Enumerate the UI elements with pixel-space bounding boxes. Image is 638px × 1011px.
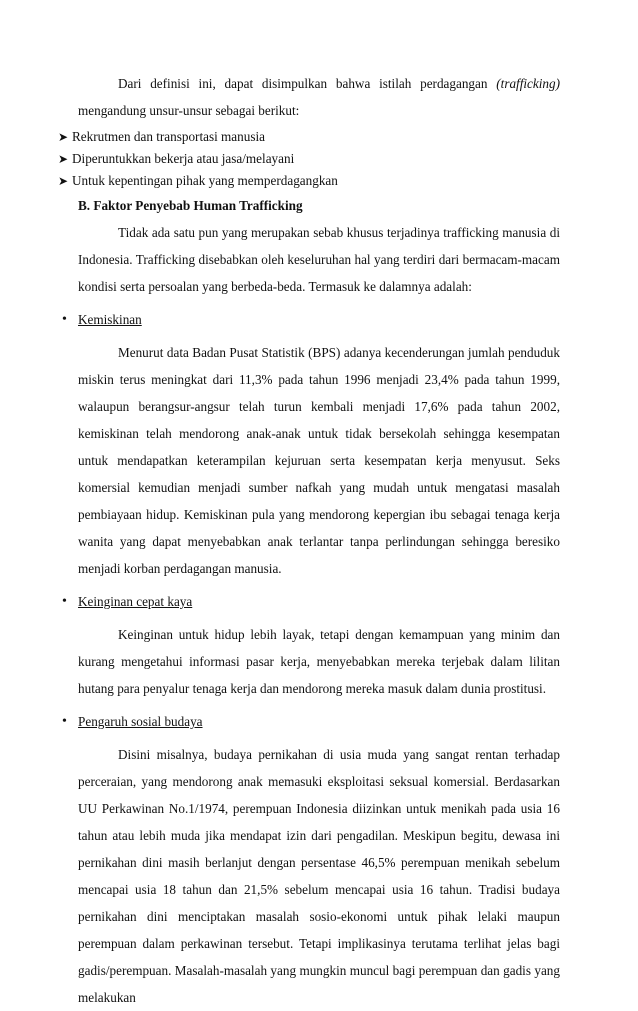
- list-item: [0, 148, 638, 170]
- factor-heading: [0, 708, 638, 735]
- arrow-bullet-icon: ➤: [58, 130, 69, 144]
- factor-label: Keinginan cepat kaya: [78, 594, 193, 609]
- list-item-text: Diperuntukkan bekerja atau jasa/melayani: [72, 151, 295, 166]
- factor-heading: [0, 306, 638, 333]
- list-item: [0, 170, 638, 192]
- factor-label: Pengaruh sosial budaya: [78, 714, 203, 729]
- section-intro-paragraph: Tidak ada satu pun yang merupakan sebab khusus terjadinya trafficking manusia di Indonesia. Trafficking disebabkan oleh keseluruhan hal yang terdiri dari bermacam-macam kondisi serta persoalan yang berbeda-beda. Termasuk ke dalamnya adalah:: [78, 225, 560, 294]
- list-item-text: Untuk kepentingan pihak yang memperdagangkan: [72, 173, 338, 188]
- bullet-dot-icon: •: [62, 594, 67, 609]
- list-item-text: Rekrutmen dan transportasi manusia: [72, 129, 266, 144]
- bullet-dot-icon: •: [62, 714, 67, 729]
- section-heading: B. Faktor Penyebab Human Trafficking: [78, 198, 303, 213]
- factor-label: Kemiskinan: [78, 312, 142, 327]
- unsur-list: [0, 126, 638, 192]
- factor-paragraph: Disini misalnya, budaya pernikahan di usia muda yang sangat rentan terhadap perceraian, yang mendorong anak memasuki eksploitasi seksual komersial. Berdasarkan UU Perkawinan No.1/1974, perempuan Indonesia diizinkan untuk menikah pada usia 16 tahun atau lebih muda jika mendapat izin dari pengadilan. Meskipun begitu, dewasa ini pernikahan dini masih berlanjut dengan persentase 46,5% perempuan menikah sebelum mencapai usia 18 tahun dan 21,5% sebelum mencapai usia 16 tahun. Tradisi budaya pernikahan dini menciptakan masalah sosio-ekonomi untuk pihak lelaki maupun perempuan dalam perkawinan tersebut. Tetapi implikasinya terutama terlihat jelas bagi gadis/perempuan. Masalah-masalah yang mungkin muncul bagi perempuan dan gadis yang melakukan: [78, 747, 560, 1005]
- arrow-bullet-icon: ➤: [58, 152, 69, 166]
- factor-heading: [0, 588, 638, 615]
- intro-text-after: mengandung unsur-unsur sebagai berikut:: [78, 103, 300, 118]
- intro-text-before: Dari definisi ini, dapat disimpulkan bahwa istilah perdagangan: [118, 76, 497, 91]
- factor-paragraph: Keinginan untuk hidup lebih layak, tetapi dengan kemampuan yang minim dan kurang mengetahui informasi pasar kerja, menyebabkan mereka terjebak dalam lilitan hutang para penyalur tenaga kerja dan mendorong mereka masuk dalam dunia prostitusi.: [78, 627, 560, 696]
- arrow-bullet-icon: ➤: [58, 174, 69, 188]
- bullet-dot-icon: •: [62, 312, 67, 327]
- intro-italic-term: (trafficking): [496, 76, 560, 91]
- factor-paragraph: Menurut data Badan Pusat Statistik (BPS) adanya kecenderungan jumlah penduduk miskin terus meningkat dari 11,3% pada tahun 1996 menjadi 23,4% pada tahun 1999, walaupun berangsur-angsur telah turun kembali menjadi 17,6% pada tahun 2002, kemiskinan telah mendorong anak-anak untuk tidak bersekolah sehingga kesempatan untuk mendapatkan keterampilan kejuruan serta kesempatan kerja menyusut. Seks komersial kemudian menjadi sumber nafkah yang mudah untuk mengatasi masalah pembiayaan hidup. Kemiskinan pula yang mendorong kepergian ibu sebagai tenaga kerja wanita yang dapat menyebabkan anak terlantar tanpa perlindungan sehingga beresiko menjadi korban perdagangan manusia.: [78, 345, 560, 576]
- intro-paragraph: [0, 70, 638, 124]
- list-item: [0, 126, 638, 148]
